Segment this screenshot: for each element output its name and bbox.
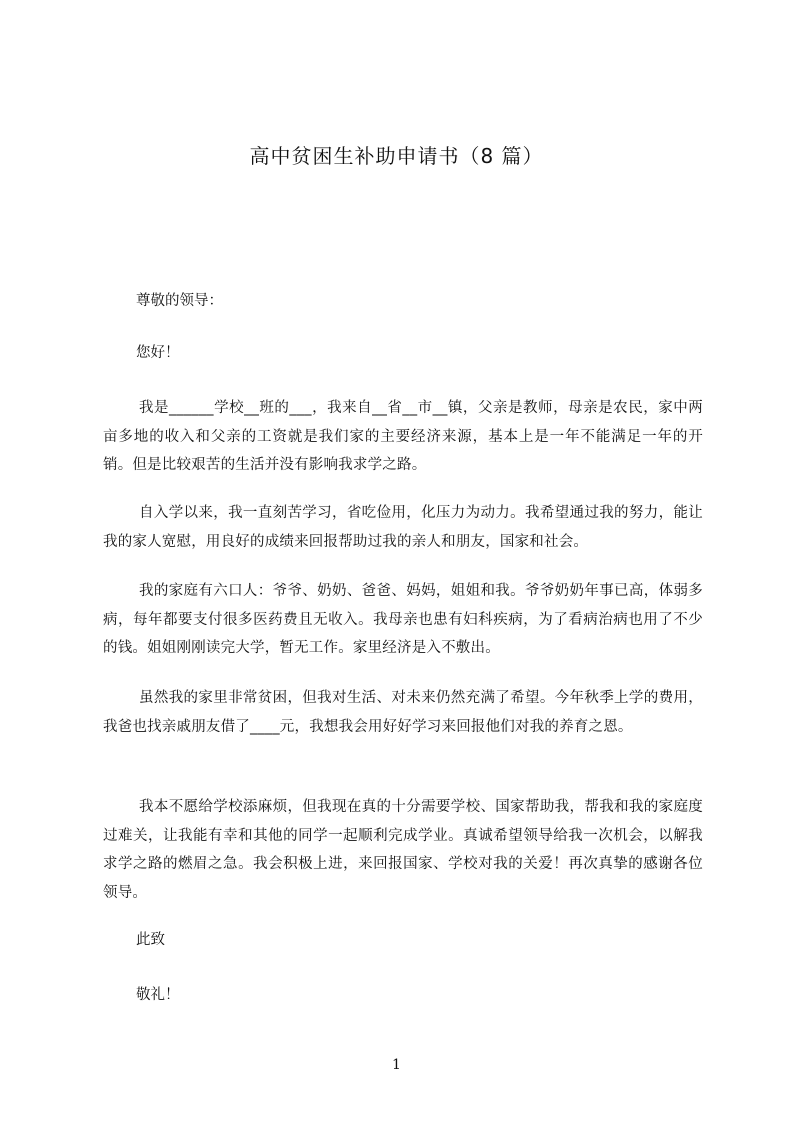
body-paragraph-1: 我是______学校__班的___，我来自__省__市__镇，父亲是教师，母亲是农民，家中两亩多地的收入和父亲的工资就是我们家的主要经济来源，基本上是一年不能满足一年的开销。但是比较艰苦的生活并没有影响我求学之路。: [103, 400, 703, 473]
closing-line-2: 敬礼！: [136, 987, 180, 1003]
body-paragraph-2: 自入学以来，我一直刻苦学习，省吃俭用，化压力为动力。我希望通过我的努力，能让我的家人宽慰，用良好的成绩来回报帮助过我的亲人和朋友，国家和社会。: [103, 505, 703, 550]
body-paragraph-4: 虽然我的家里非常贫困，但我对生活、对未来仍然充满了希望。今年秋季上学的费用，我爸也找亲戚朋友借了____元，我想我会用好好学习来回报他们对我的养育之恩。: [103, 690, 703, 735]
salutation: 尊敬的领导：: [136, 293, 223, 309]
closing-line-1: 此致: [136, 932, 165, 948]
greeting: 您好！: [136, 345, 180, 361]
page-number: 1: [392, 1057, 401, 1073]
body-paragraph-5: 我本不愿给学校添麻烦，但我现在真的十分需要学校、国家帮助我，帮我和我的家庭度过难关，让我能有幸和其他的同学一起顺利完成学业。真诚希望领导给我一次机会，以解我求学之路的燃眉之急。我会积极上进，来回报国家、学校对我的关爱！再次真挚的感谢各位领导。: [103, 799, 703, 901]
body-paragraph-3: 我的家庭有六口人：爷爷、奶奶、爸爸、妈妈，姐姐和我。爷爷奶奶年事已高，体弱多病，每年都要支付很多医药费且无收入。我母亲也患有妇科疾病，为了看病治病也用了不少的钱。姐姐刚刚读完大学，暂无工作。家里经济是入不敷出。: [103, 583, 703, 656]
document-title: 高中贫困生补助申请书（8 篇）: [249, 144, 544, 168]
